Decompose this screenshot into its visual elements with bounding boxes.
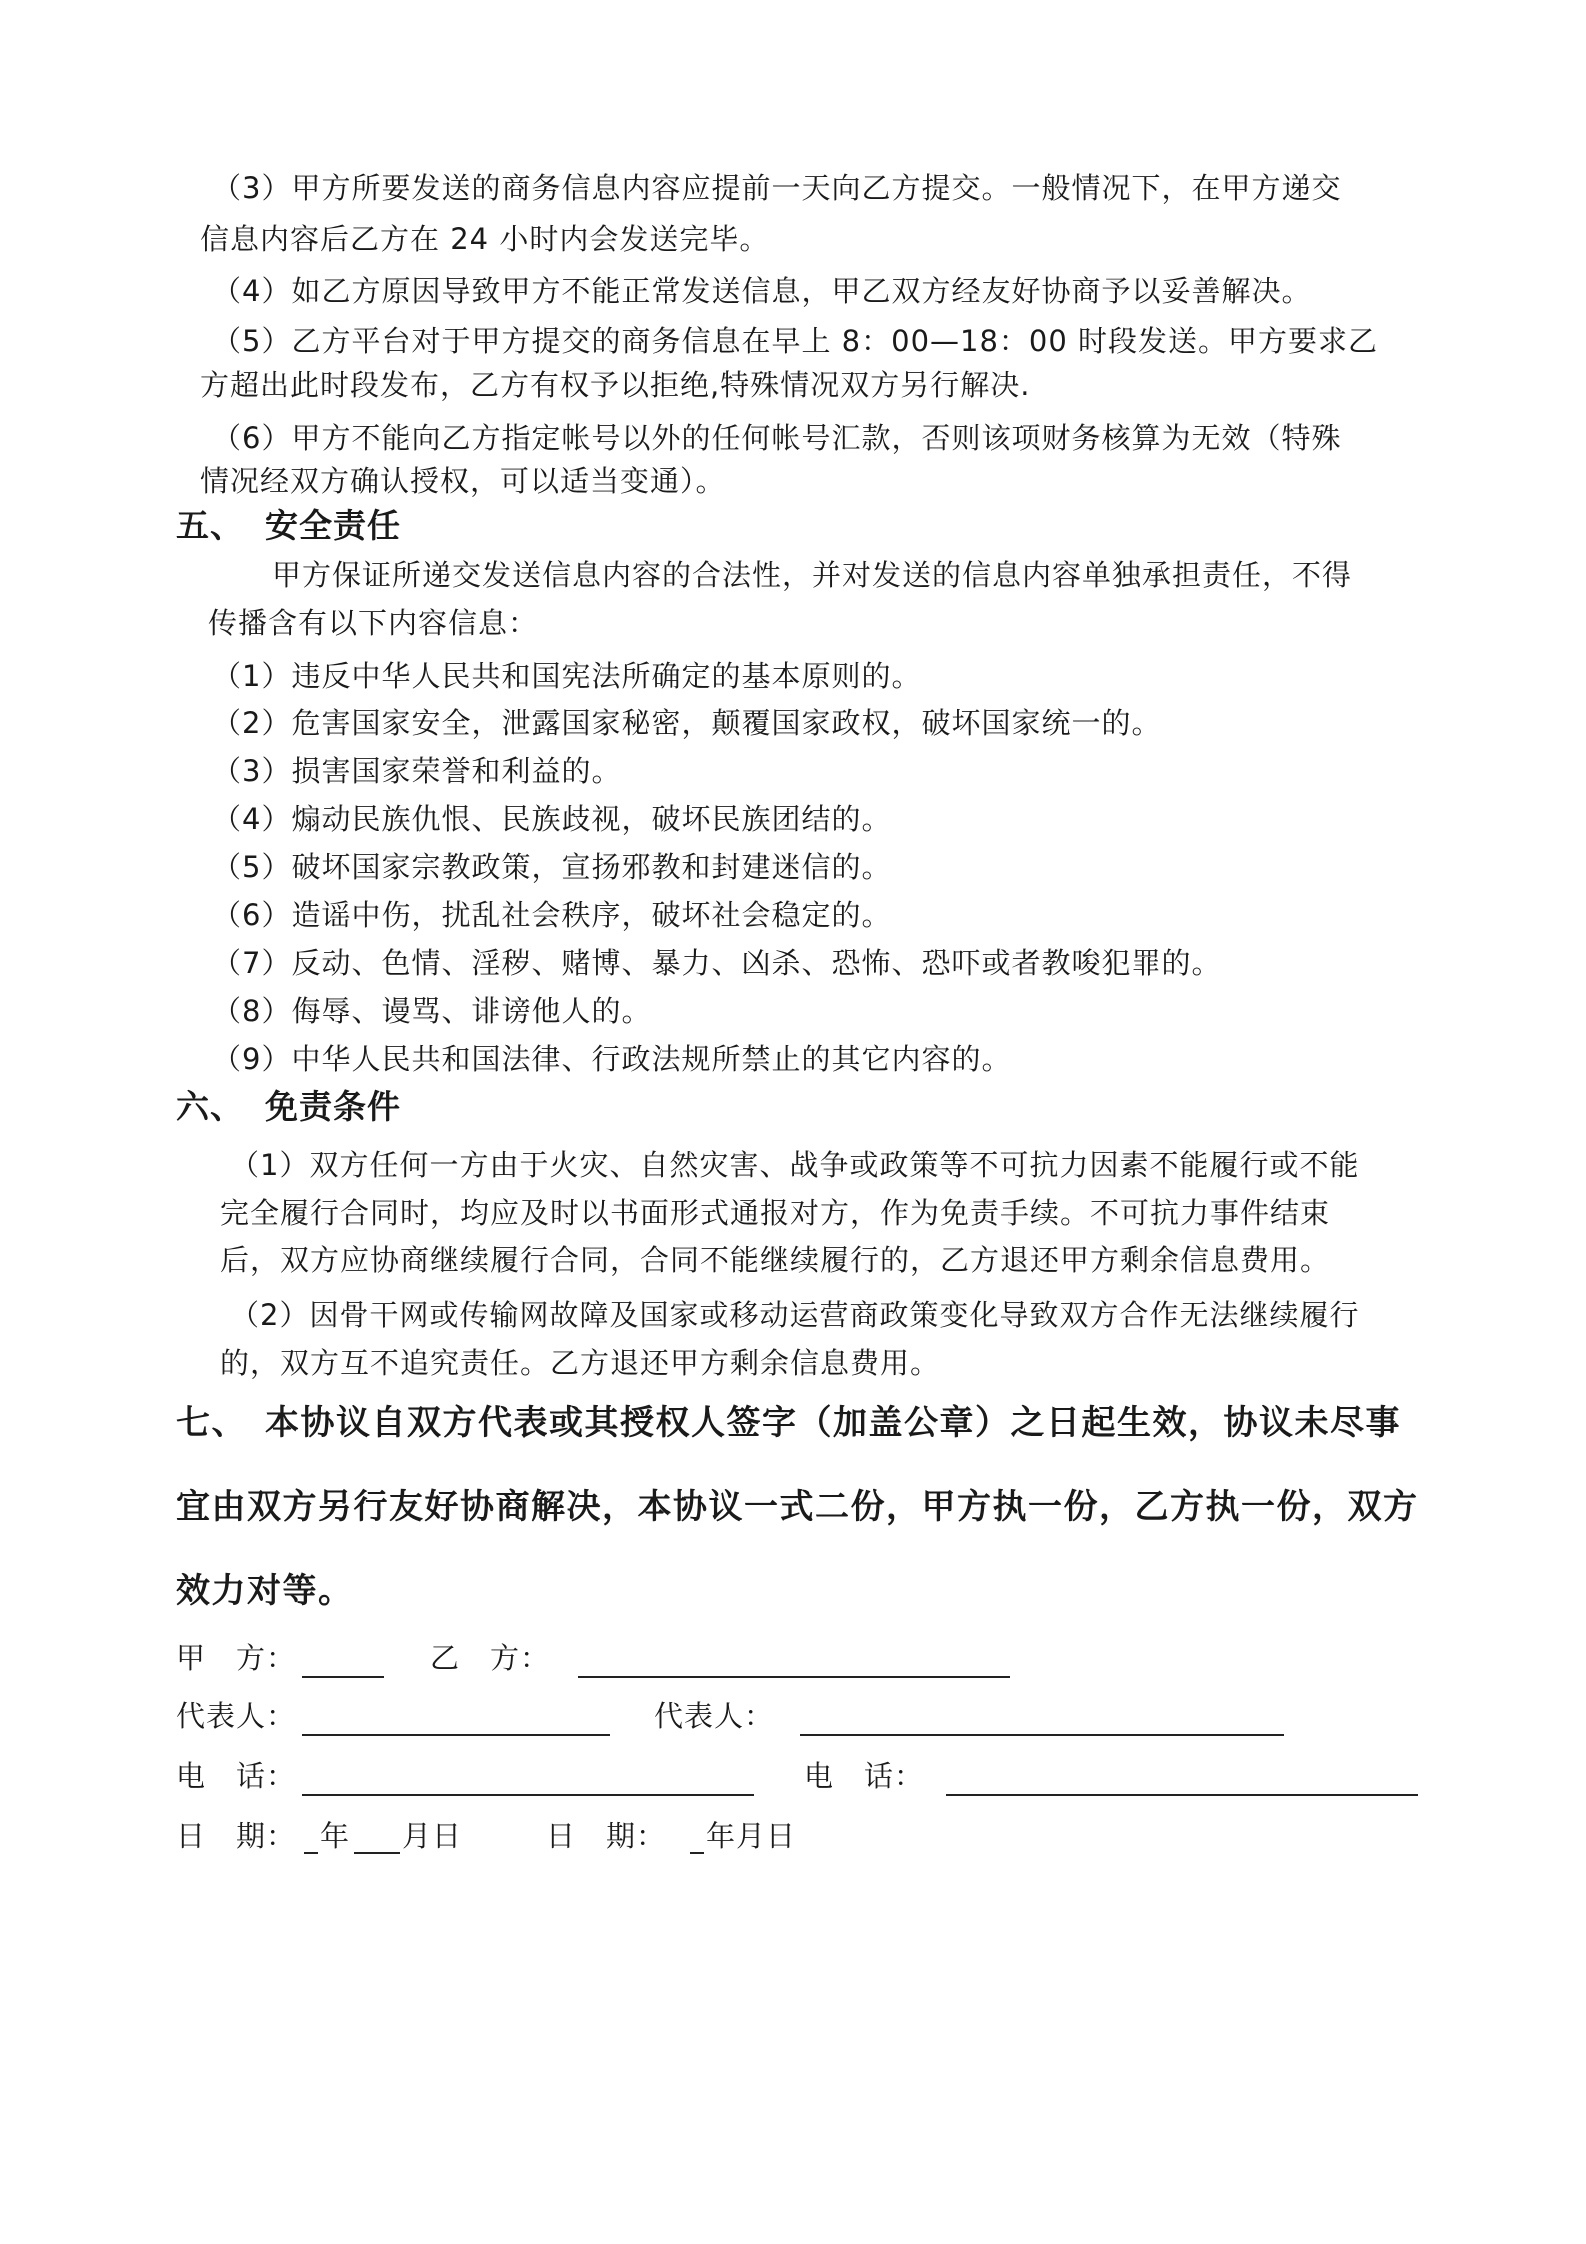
- prohibited-item-2: （2）危害国家安全，泄露国家秘密，颠覆国家政权，破坏国家统一的。: [212, 706, 1162, 740]
- party-a-label: 甲 方：: [176, 1641, 297, 1675]
- network-failure-line-1: （2）因骨干网或传输网故障及国家或移动运营商政策变化导致双方合作无法继续履行: [230, 1298, 1360, 1332]
- prohibited-item-6: （6）造谣中伤，扰乱社会秩序，破坏社会稳定的。: [212, 898, 892, 932]
- prohibited-item-3: （3）损害国家荣誉和利益的。: [212, 754, 622, 788]
- party-a-blank: [302, 1676, 384, 1678]
- phone-a-blank: [302, 1794, 754, 1796]
- date-b-label: 日 期：: [546, 1819, 667, 1853]
- force-majeure-line-1: （1）双方任何一方由于火灾、自然灾害、战争或政策等不可抗力因素不能履行或不能: [230, 1148, 1360, 1182]
- section-7-line-3: 效力对等。: [176, 1571, 354, 1611]
- clause-4-3-line-2: 信息内容后乙方在 24 小时内会发送完毕。: [200, 222, 770, 256]
- party-b-label: 乙 方：: [430, 1641, 551, 1675]
- rep-b-label: 代表人：: [654, 1699, 775, 1733]
- date-a-year-blank: [304, 1852, 318, 1854]
- date-a-year: 年: [320, 1819, 351, 1853]
- section-7-line-1: 本协议自双方代表或其授权人签字（加盖公章）之日起生效，协议未尽事: [265, 1403, 1401, 1443]
- clause-4-5-line-2: 方超出此时段发布，乙方有权予以拒绝,特殊情况双方另行解决.: [200, 368, 1031, 402]
- prohibited-item-5: （5）破坏国家宗教政策，宣扬邪教和封建迷信的。: [212, 850, 892, 884]
- date-b-year-blank: [690, 1852, 704, 1854]
- date-a-month-blank: [354, 1852, 400, 1854]
- prohibited-item-9: （9）中华人民共和国法律、行政法规所禁止的其它内容的。: [212, 1042, 1012, 1076]
- rep-a-blank: [302, 1734, 610, 1736]
- clause-4-5-line-1: （5）乙方平台对于甲方提交的商务信息在早上 8：00—18：00 时段发送。甲方要求乙: [212, 324, 1379, 358]
- party-b-blank: [578, 1676, 1010, 1678]
- section-5-title: 安全责任: [265, 506, 401, 545]
- prohibited-item-7: （7）反动、色情、淫秽、赌博、暴力、凶杀、恐怖、恐吓或者教唆犯罪的。: [212, 946, 1222, 980]
- section-6-number: 六、: [176, 1087, 244, 1126]
- force-majeure-line-2: 完全履行合同时，均应及时以书面形式通报对方，作为免责手续。不可抗力事件结束: [220, 1196, 1331, 1230]
- section-5-intro-line-2: 传播含有以下内容信息：: [208, 606, 539, 640]
- clause-4-4: （4）如乙方原因导致甲方不能正常发送信息，甲乙双方经友好协商予以妥善解决。: [212, 274, 1312, 308]
- phone-b-blank: [946, 1794, 1418, 1796]
- section-7-line-2: 宜由双方另行友好协商解决，本协议一式二份，甲方执一份，乙方执一份，双方: [176, 1487, 1419, 1527]
- prohibited-item-1: （1）违反中华人民共和国宪法所确定的基本原则的。: [212, 659, 922, 693]
- clause-4-6-line-1: （6）甲方不能向乙方指定帐号以外的任何帐号汇款，否则该项财务核算为无效（特殊: [212, 421, 1342, 455]
- force-majeure-line-3: 后，双方应协商继续履行合同，合同不能继续履行的，乙方退还甲方剩余信息费用。: [220, 1243, 1331, 1277]
- rep-a-label: 代表人：: [176, 1699, 297, 1733]
- date-a-month-day: 月日: [402, 1819, 463, 1853]
- clause-4-3-line-1: （3）甲方所要发送的商务信息内容应提前一天向乙方提交。一般情况下，在甲方递交: [212, 171, 1342, 205]
- section-6-title: 免责条件: [265, 1087, 401, 1126]
- phone-a-label: 电 话：: [176, 1759, 297, 1793]
- date-b-ymd: 年月日: [706, 1819, 797, 1853]
- date-a-label: 日 期：: [176, 1819, 297, 1853]
- network-failure-line-2: 的，双方互不追究责任。乙方退还甲方剩余信息费用。: [220, 1346, 941, 1380]
- section-5-intro-line-1: 甲方保证所递交发送信息内容的合法性，并对发送的信息内容单独承担责任，不得: [272, 558, 1353, 592]
- section-5-number: 五、: [176, 506, 244, 545]
- clause-4-6-line-2: 情况经双方确认授权，可以适当变通）。: [200, 464, 726, 498]
- section-7-number: 七、: [176, 1403, 247, 1443]
- prohibited-item-4: （4）煽动民族仇恨、民族歧视，破坏民族团结的。: [212, 802, 892, 836]
- phone-b-label: 电 话：: [804, 1759, 925, 1793]
- prohibited-item-8: （8）侮辱、谩骂、诽谤他人的。: [212, 994, 652, 1028]
- rep-b-blank: [800, 1734, 1284, 1736]
